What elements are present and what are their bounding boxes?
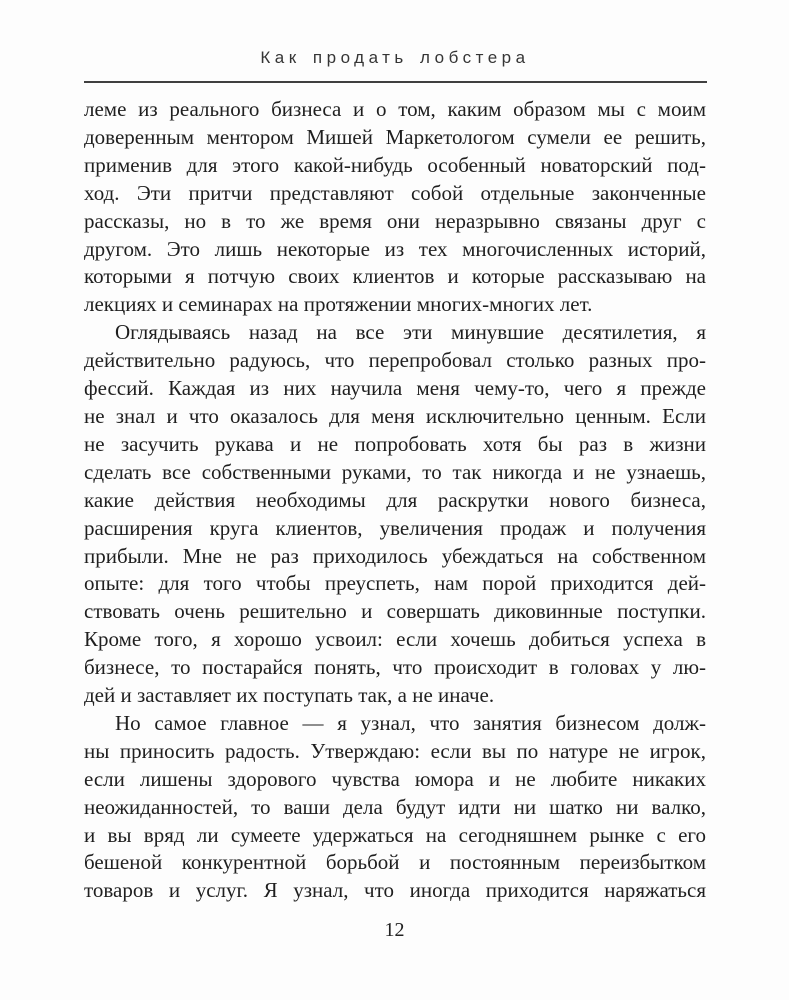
text-line: расширения круга клиентов, увеличения продаж и получения xyxy=(84,515,706,540)
text-line: которыми я потчую своих клиентов и которые рассказываю на xyxy=(84,264,706,289)
text-line: фессий. Каждая из них научила меня чему-то, чего я прежде xyxy=(84,376,706,401)
text-line: ход. Эти притчи представляют собой отдельные законченные xyxy=(84,180,706,205)
text-line: сделать все собственными руками, то так никогда и не узнаешь, xyxy=(84,459,706,484)
text-line: рассказы, но в то же время они неразрывно связаны друг с xyxy=(84,208,706,233)
text-line: леме из реального бизнеса и о том, каким образом мы с моим xyxy=(84,97,706,121)
page-number: 12 xyxy=(384,919,405,941)
text-line: действительно радуюсь, что перепробовал столько разных про- xyxy=(84,348,706,373)
text-line: ны приносить радость. Утверждаю: если вы по натуре не игрок, xyxy=(84,738,706,763)
text-line: и вы вряд ли сумеете удержаться на сегодняшнем рынке с его xyxy=(84,822,706,847)
paragraph xyxy=(84,319,706,710)
text-line: какие действия необходимы для раскрутки нового бизнеса, xyxy=(84,487,706,512)
running-head-title: Как продать лобстера xyxy=(260,48,530,67)
text-line: лекциях и семинарах на протяжении многих-многих лет. xyxy=(84,292,593,317)
text-line: прибыли. Мне не раз приходилось убеждаться на собственном xyxy=(84,543,706,568)
text-line: применив для этого какой-нибудь особенный новаторский под- xyxy=(84,152,706,177)
paragraph xyxy=(84,96,706,319)
text-line: не засучить рукава и не попробовать хотя бы раз в жизни xyxy=(84,431,706,456)
text-line: бешеной конкурентной борьбой и постоянным переизбытком xyxy=(84,850,706,875)
text-line: дей и заставляет их поступать так, а не иначе. xyxy=(84,683,495,708)
text-line: опыте: для того чтобы преуспеть, нам порой приходится дей- xyxy=(84,571,706,596)
text-line: Но самое главное — я узнал, что занятия бизнесом долж- xyxy=(115,710,706,735)
text-line: не знал и что оказалось для меня исключительно ценным. Если xyxy=(84,403,706,428)
text-line: другом. Это лишь некоторые из тех многочисленных историй, xyxy=(84,236,706,261)
text-line: ствовать очень решительно и совершать диковинные поступки. xyxy=(84,599,706,624)
text-line: товаров и услуг. Я узнал, что иногда приходится наряжаться xyxy=(84,878,706,903)
text-column xyxy=(84,96,706,905)
text-line: неожиданностей, то ваши дела будут идти ни шатко ни валко, xyxy=(84,794,706,819)
text-line: бизнесе, то постарайся понять, что происходит в головах у лю- xyxy=(84,655,706,680)
text-line: доверенным ментором Мишей Маркетологом сумели ее решить, xyxy=(84,124,706,149)
text-line: Оглядываясь назад на все эти минувшие десятилетия, я xyxy=(115,320,706,345)
paragraph xyxy=(84,710,706,905)
text-line: Кроме того, я хорошо усвоил: если хочешь добиться успеха в xyxy=(84,627,706,652)
header-rule xyxy=(84,81,707,83)
text-line: если лишены здорового чувства юмора и не любите никаких xyxy=(84,766,706,791)
